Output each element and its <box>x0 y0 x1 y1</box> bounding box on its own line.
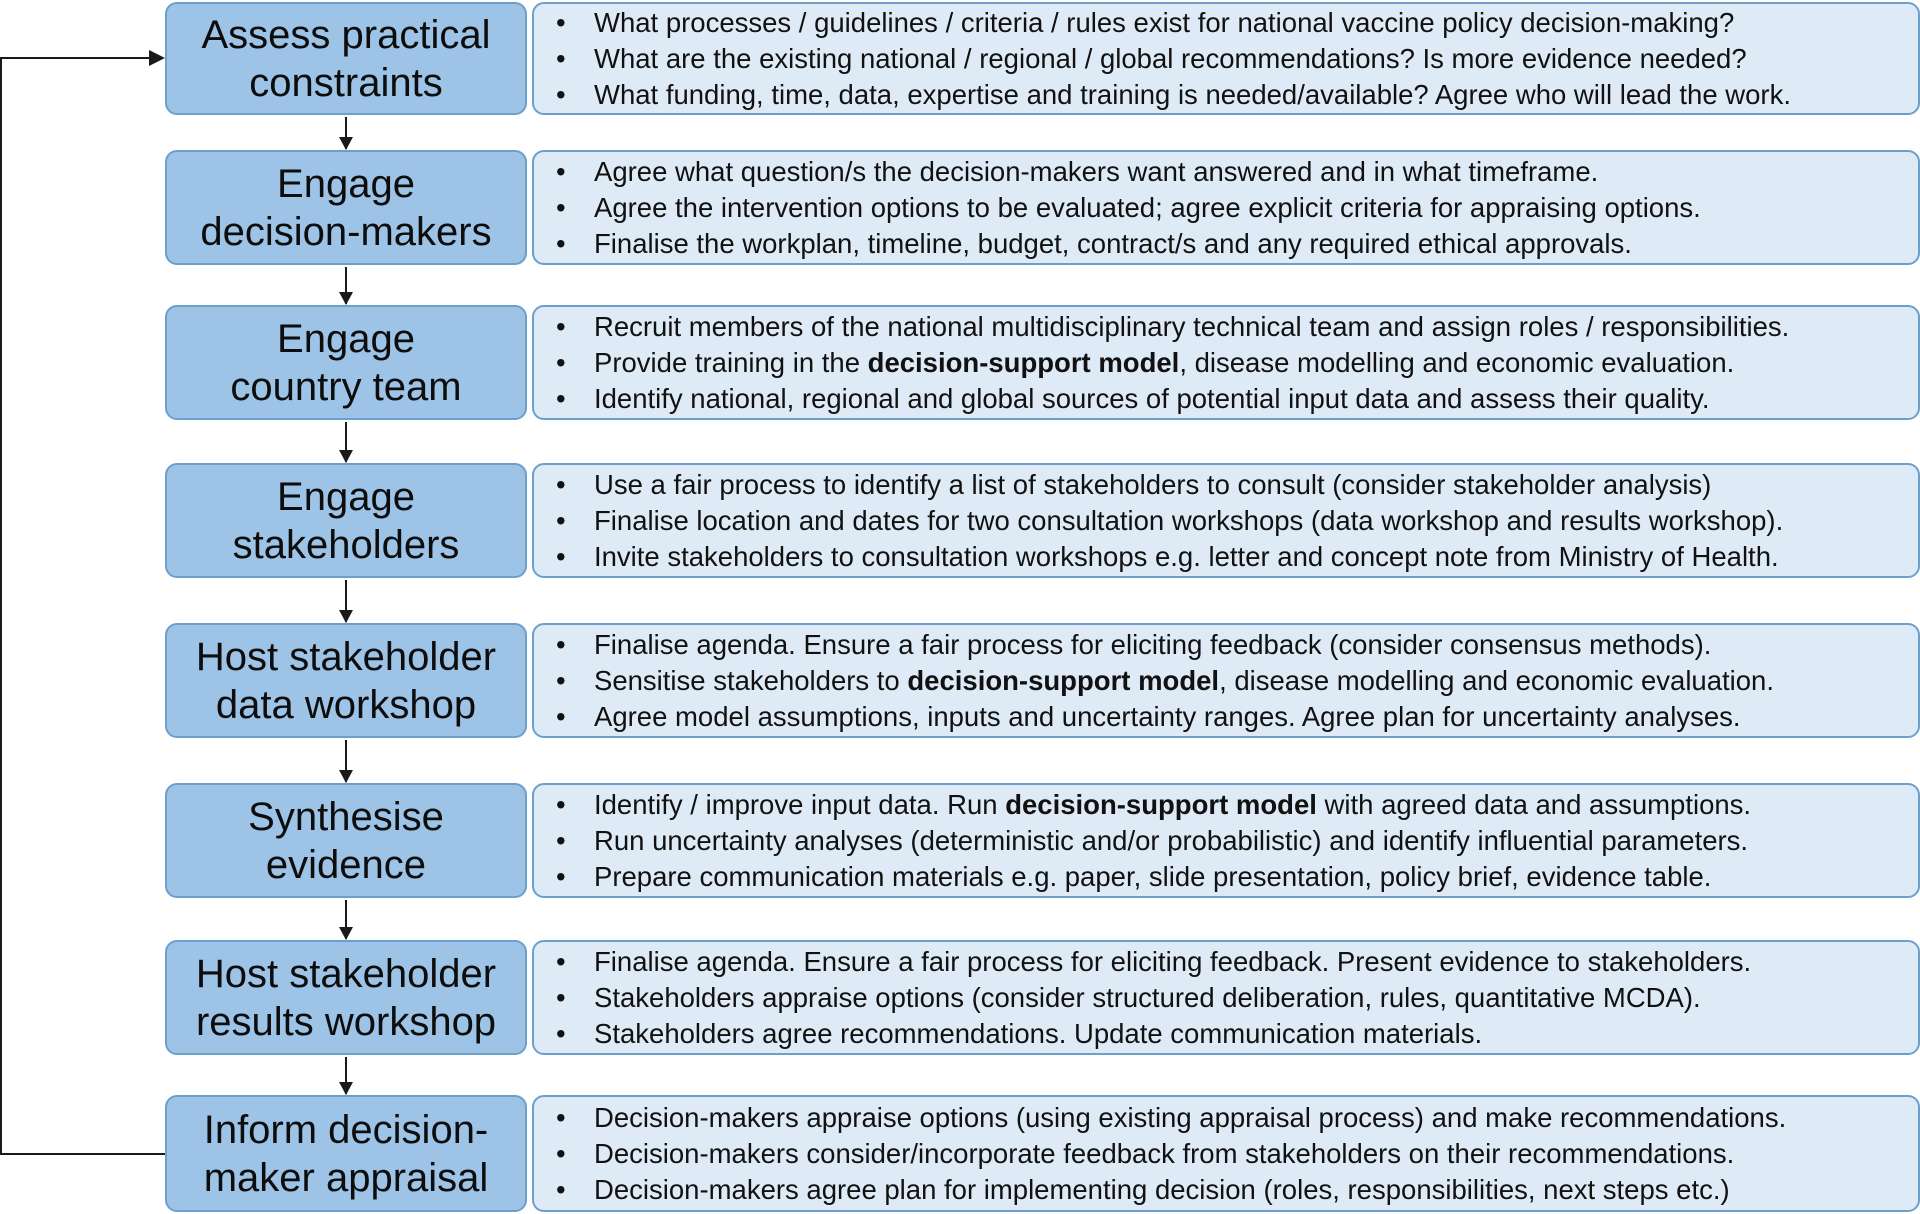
bullet-dot-icon: • <box>556 1173 566 1205</box>
arrow-head-icon <box>339 610 353 623</box>
bullet-text <box>594 859 1711 895</box>
bullet-dot-icon: • <box>556 628 566 660</box>
bullet-dot-icon: • <box>556 468 566 500</box>
step-box-engage-decision-makers <box>165 150 527 265</box>
text-run: Decision-makers consider/incorporate feedback from stakeholders on their recommendations. <box>594 1137 1735 1169</box>
loop-arrow-head-icon <box>149 50 165 66</box>
down-arrow-icon <box>345 580 347 622</box>
bullet-dot-icon: • <box>556 1137 566 1169</box>
bullet-item <box>556 77 1918 113</box>
text-run: Stakeholders agree recommendations. Update communication materials. <box>594 1017 1483 1049</box>
detail-box-synthesise-evidence <box>532 783 1920 898</box>
bullet-item <box>556 41 1918 77</box>
step-title-line: country team <box>230 364 462 409</box>
text-run: Run uncertainty analyses (deterministic and/or probabilistic) and identify influential parameters. <box>594 824 1749 856</box>
bullet-text <box>594 663 1774 699</box>
text-run: Finalise agenda. Ensure a fair process for eliciting feedback (consider consensus methods). <box>594 628 1712 660</box>
bold-term: decision-support model <box>867 346 1180 378</box>
detail-box-host-stakeholder-data-workshop <box>532 623 1920 738</box>
detail-box-assess-practical-constraints <box>532 2 1920 115</box>
step-box-synthesise-evidence <box>165 783 527 898</box>
down-arrow-icon <box>345 267 347 304</box>
arrow-head-icon <box>339 927 353 940</box>
bullet-dot-icon: • <box>556 155 566 187</box>
bullet-text <box>594 154 1598 190</box>
arrow-head-icon <box>339 292 353 305</box>
text-run: What are the existing national / regional / global recommendations? Is more evidence needed? <box>594 42 1747 74</box>
text-run: Decision-makers appraise options (using existing appraisal process) and make recommendations. <box>594 1101 1787 1133</box>
bullet-dot-icon: • <box>556 382 566 414</box>
bullet-dot-icon: • <box>556 860 566 892</box>
bullet-text <box>594 539 1779 575</box>
step-title-line: stakeholders <box>232 522 460 567</box>
bullet-item <box>556 154 1918 190</box>
loop-line-top <box>0 57 150 59</box>
bold-term: decision-support model <box>907 664 1220 696</box>
text-run: Identify national, regional and global sources of potential input data and assess their quality. <box>594 382 1710 414</box>
bullet-item <box>556 1172 1918 1208</box>
bullet-item <box>556 539 1918 575</box>
bullet-text <box>594 1172 1730 1208</box>
bullet-dot-icon: • <box>556 1017 566 1049</box>
bullet-item <box>556 503 1918 539</box>
step-title-line: Synthesise <box>248 794 444 839</box>
bullet-item <box>556 467 1918 503</box>
bullet-dot-icon: • <box>556 6 566 38</box>
bullet-item <box>556 309 1918 345</box>
text-run: Use a fair process to identify a list of stakeholders to consult (consider stakeholder analysis) <box>594 468 1712 500</box>
bullet-text <box>594 944 1751 980</box>
bullet-dot-icon: • <box>556 191 566 223</box>
bullet-dot-icon: • <box>556 346 566 378</box>
text-run: Prepare communication materials e.g. paper, slide presentation, policy brief, evidence table. <box>594 860 1712 892</box>
text-run: Identify / improve input data. Run <box>594 788 1006 820</box>
bullet-text <box>594 823 1748 859</box>
bullet-text <box>594 699 1741 735</box>
bullet-dot-icon: • <box>556 227 566 259</box>
step-title-line: maker appraisal <box>203 1155 489 1200</box>
bullet-dot-icon: • <box>556 824 566 856</box>
down-arrow-icon <box>345 1057 347 1094</box>
step-title-line: Engage <box>277 161 415 206</box>
bullet-text <box>594 309 1789 345</box>
bullet-text <box>594 190 1701 226</box>
arrow-head-icon <box>339 450 353 463</box>
text-run: What processes / guidelines / criteria / rules exist for national vaccine policy decision-making? <box>594 6 1735 38</box>
bullet-dot-icon: • <box>556 310 566 342</box>
text-run: Sensitise stakeholders to <box>594 664 908 696</box>
bullet-item <box>556 345 1918 381</box>
bullet-text <box>594 787 1751 823</box>
bullet-text <box>594 5 1734 41</box>
bullet-dot-icon: • <box>556 664 566 696</box>
loop-line-vertical <box>0 57 2 1155</box>
loop-line-bottom <box>0 1153 165 1155</box>
bullet-text <box>594 1100 1786 1136</box>
step-title-line: Host stakeholder <box>195 951 497 996</box>
text-run: Agree the intervention options to be evaluated; agree explicit criteria for appraising options. <box>594 191 1701 223</box>
bullet-dot-icon: • <box>556 78 566 110</box>
down-arrow-icon <box>345 117 347 149</box>
arrow-head-icon <box>339 1082 353 1095</box>
text-run: Finalise agenda. Ensure a fair process for eliciting feedback. Present evidence to stakeholders. <box>594 945 1752 977</box>
bullet-item <box>556 226 1918 262</box>
bullet-dot-icon: • <box>556 788 566 820</box>
text-run: , disease modelling and economic evaluation. <box>1219 664 1774 696</box>
bullet-item <box>556 823 1918 859</box>
step-title-line: evidence <box>265 842 427 887</box>
bullet-item <box>556 1136 1918 1172</box>
text-run: Decision-makers agree plan for implementing decision (roles, responsibilities, next steps etc.) <box>594 1173 1730 1205</box>
text-run: Stakeholders appraise options (consider structured deliberation, rules, quantitative MCDA). <box>594 981 1701 1013</box>
step-box-assess-practical-constraints <box>165 2 527 115</box>
down-arrow-icon <box>345 900 347 939</box>
text-run: Agree model assumptions, inputs and uncertainty ranges. Agree plan for uncertainty analyses. <box>594 700 1741 732</box>
bullet-dot-icon: • <box>556 540 566 572</box>
arrow-head-icon <box>339 770 353 783</box>
text-run: with agreed data and assumptions. <box>1316 788 1752 820</box>
bullet-text <box>594 503 1783 539</box>
step-title-line: Assess practical <box>201 12 491 57</box>
bullet-dot-icon: • <box>556 700 566 732</box>
text-run: Invite stakeholders to consultation workshops e.g. letter and concept note from Ministry of Health. <box>594 540 1779 572</box>
bullet-item <box>556 859 1918 895</box>
bullet-dot-icon: • <box>556 504 566 536</box>
text-run: Finalise location and dates for two consultation workshops (data workshop and results workshop). <box>594 504 1784 536</box>
step-title-line: Host stakeholder <box>195 634 497 679</box>
bullet-text <box>594 77 1791 113</box>
down-arrow-icon <box>345 422 347 462</box>
step-title-line: results workshop <box>195 999 497 1044</box>
step-box-host-stakeholder-results-workshop <box>165 940 527 1055</box>
step-title-line: Inform decision- <box>203 1107 489 1152</box>
bullet-dot-icon: • <box>556 1101 566 1133</box>
bullet-item <box>556 980 1918 1016</box>
step-box-host-stakeholder-data-workshop <box>165 623 527 738</box>
bullet-text <box>594 627 1711 663</box>
step-title-line: constraints <box>249 60 443 105</box>
step-box-engage-country-team <box>165 305 527 420</box>
text-run: Recruit members of the national multidisciplinary technical team and assign roles / responsibilities. <box>594 310 1790 342</box>
bullet-item <box>556 663 1918 699</box>
detail-box-engage-stakeholders <box>532 463 1920 578</box>
step-title-line: decision-makers <box>200 209 492 254</box>
bullet-item <box>556 5 1918 41</box>
bullet-dot-icon: • <box>556 945 566 977</box>
step-title-line: data workshop <box>215 682 477 727</box>
bullet-text <box>594 226 1632 262</box>
bullet-dot-icon: • <box>556 42 566 74</box>
detail-box-engage-decision-makers <box>532 150 1920 265</box>
bullet-item <box>556 1016 1918 1052</box>
text-run: , disease modelling and economic evaluation. <box>1179 346 1735 378</box>
bullet-item <box>556 381 1918 417</box>
bold-term: decision-support model <box>1005 788 1317 820</box>
bullet-text <box>594 345 1734 381</box>
bullet-item <box>556 699 1918 735</box>
step-box-engage-stakeholders <box>165 463 527 578</box>
step-title-line: Engage <box>277 316 415 361</box>
bullet-item <box>556 627 1918 663</box>
text-run: Agree what question/s the decision-makers want answered and in what timeframe. <box>594 155 1599 187</box>
step-box-inform-decision-maker-appraisal <box>165 1095 527 1212</box>
text-run: Provide training in the <box>594 346 868 378</box>
bullet-item <box>556 787 1918 823</box>
bullet-text <box>594 41 1747 77</box>
down-arrow-icon <box>345 740 347 782</box>
bullet-text <box>594 1016 1482 1052</box>
detail-box-inform-decision-maker-appraisal <box>532 1095 1920 1212</box>
bullet-item <box>556 1100 1918 1136</box>
bullet-item <box>556 190 1918 226</box>
detail-box-engage-country-team <box>532 305 1920 420</box>
arrow-head-icon <box>339 137 353 150</box>
detail-box-host-stakeholder-results-workshop <box>532 940 1920 1055</box>
bullet-text <box>594 1136 1734 1172</box>
bullet-text <box>594 467 1711 503</box>
step-title-line: Engage <box>277 474 415 519</box>
bullet-item <box>556 944 1918 980</box>
bullet-text <box>594 381 1710 417</box>
bullet-text <box>594 980 1701 1016</box>
text-run: Finalise the workplan, timeline, budget, contract/s and any required ethical approvals. <box>594 227 1632 259</box>
text-run: What funding, time, data, expertise and training is needed/available? Agree who will lead the work. <box>594 78 1791 110</box>
bullet-dot-icon: • <box>556 981 566 1013</box>
